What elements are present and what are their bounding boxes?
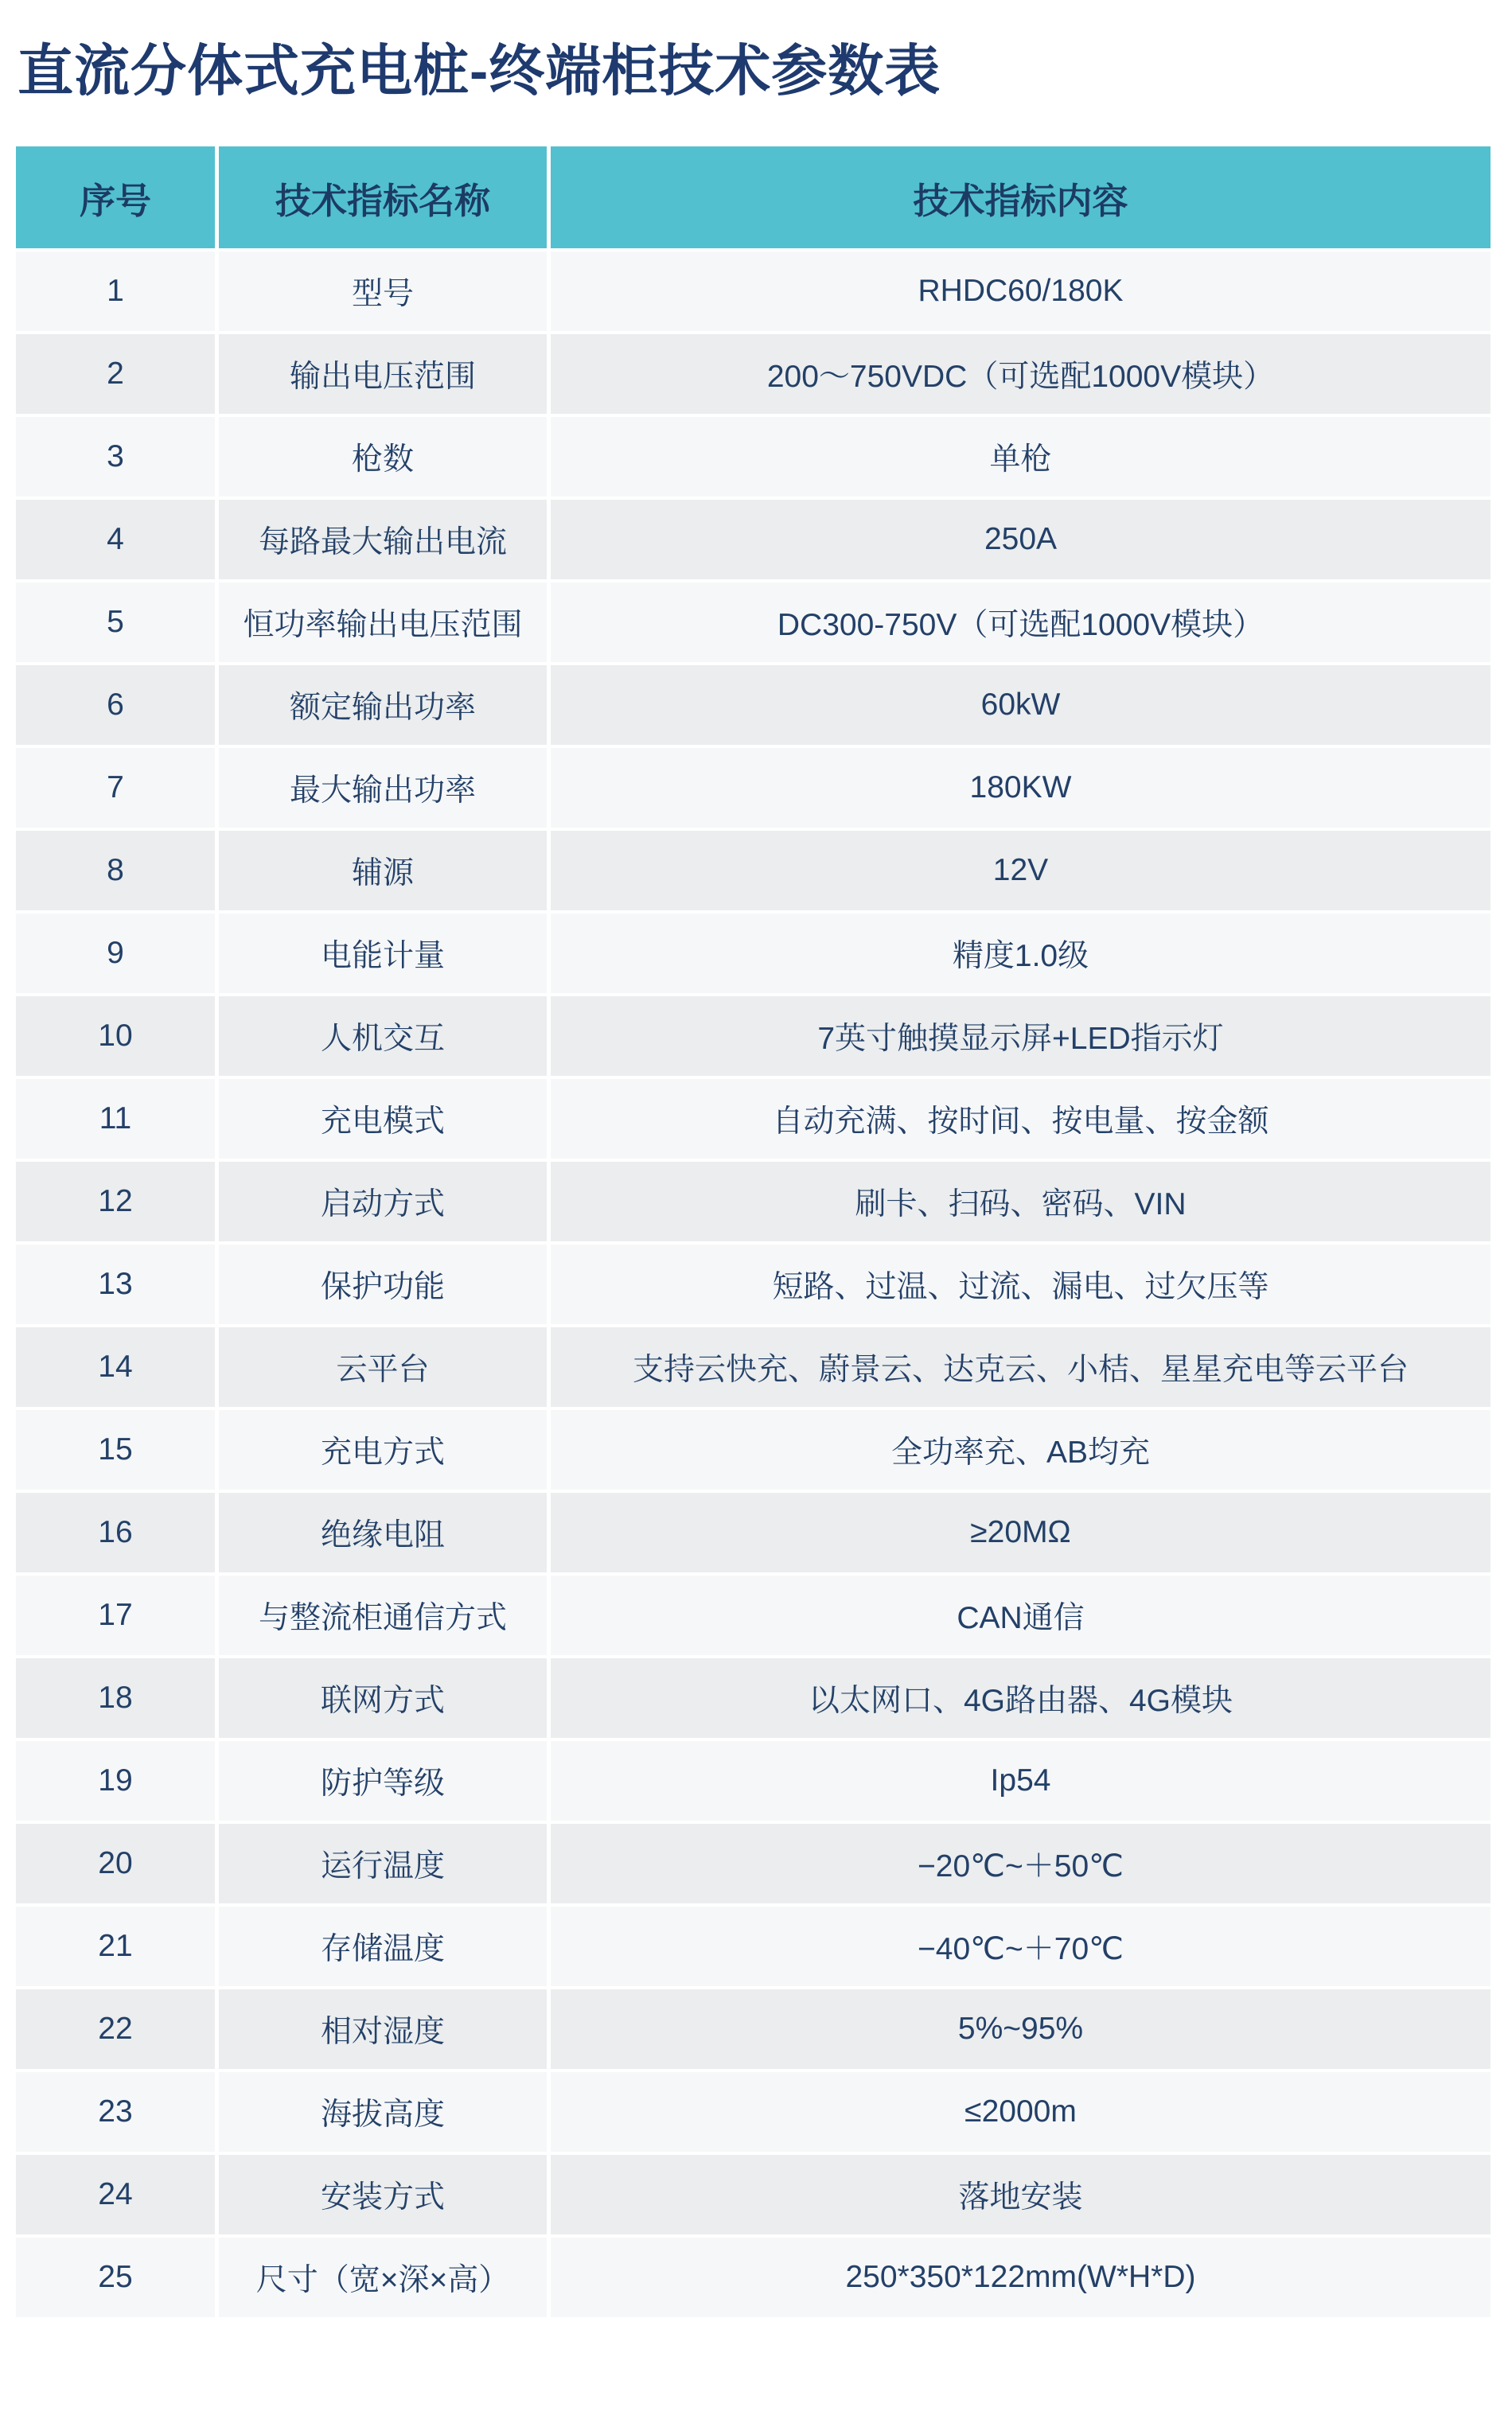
row-name-cell: 海拔高度 <box>219 2072 547 2152</box>
row-name-cell: 联网方式 <box>219 1658 547 1738</box>
row-index-cell: 5 <box>16 582 215 662</box>
row-index-cell: 1 <box>16 251 215 331</box>
row-value-cell: 支持云快充、蔚景云、达克云、小桔、星星充电等云平台 <box>551 1327 1491 1407</box>
row-index-cell: 9 <box>16 914 215 993</box>
row-name-cell: 每路最大输出电流 <box>219 500 547 579</box>
row-name-cell: 充电模式 <box>219 1079 547 1159</box>
row-value-cell: −40℃~＋70℃ <box>551 1907 1491 1986</box>
row-value-cell: 短路、过温、过流、漏电、过欠压等 <box>551 1245 1491 1324</box>
row-index-cell: 18 <box>16 1658 215 1738</box>
table-row <box>16 417 1491 497</box>
row-name-cell: 安装方式 <box>219 2155 547 2234</box>
row-index-cell: 4 <box>16 500 215 579</box>
table-row <box>16 665 1491 745</box>
row-name-cell: 尺寸（宽×深×高） <box>219 2238 547 2317</box>
table-row <box>16 1824 1491 1903</box>
row-index-cell: 16 <box>16 1493 215 1572</box>
header-row <box>16 146 1491 248</box>
column-header-content: 技术指标内容 <box>551 146 1491 248</box>
row-index-cell: 23 <box>16 2072 215 2152</box>
row-name-cell: 恒功率输出电压范围 <box>219 582 547 662</box>
row-value-cell: 60kW <box>551 665 1491 745</box>
spec-table-body <box>16 251 1491 2317</box>
row-value-cell: DC300-750V（可选配1000V模块） <box>551 582 1491 662</box>
row-name-cell: 运行温度 <box>219 1824 547 1903</box>
row-name-cell: 人机交互 <box>219 996 547 1076</box>
row-index-cell: 24 <box>16 2155 215 2234</box>
spec-table <box>12 143 1494 2320</box>
table-row <box>16 1576 1491 1655</box>
row-name-cell: 额定输出功率 <box>219 665 547 745</box>
row-index-cell: 7 <box>16 748 215 828</box>
row-name-cell: 型号 <box>219 251 547 331</box>
row-name-cell: 充电方式 <box>219 1410 547 1490</box>
column-header-index: 序号 <box>16 146 215 248</box>
table-row <box>16 334 1491 414</box>
row-value-cell: 200～750VDC（可选配1000V模块） <box>551 334 1491 414</box>
row-index-cell: 2 <box>16 334 215 414</box>
row-name-cell: 与整流柜通信方式 <box>219 1576 547 1655</box>
row-name-cell: 电能计量 <box>219 914 547 993</box>
row-index-cell: 8 <box>16 831 215 910</box>
table-row <box>16 1741 1491 1821</box>
row-value-cell: ≤2000m <box>551 2072 1491 2152</box>
row-value-cell: Ip54 <box>551 1741 1491 1821</box>
row-value-cell: 以太网口、4G路由器、4G模块 <box>551 1658 1491 1738</box>
table-row <box>16 996 1491 1076</box>
table-row <box>16 1079 1491 1159</box>
table-row <box>16 500 1491 579</box>
row-value-cell: 精度1.0级 <box>551 914 1491 993</box>
row-value-cell: ≥20MΩ <box>551 1493 1491 1572</box>
row-value-cell: −20℃~＋50℃ <box>551 1824 1491 1903</box>
row-value-cell: 自动充满、按时间、按电量、按金额 <box>551 1079 1491 1159</box>
row-value-cell: 12V <box>551 831 1491 910</box>
table-row <box>16 2072 1491 2152</box>
column-header-name: 技术指标名称 <box>219 146 547 248</box>
row-index-cell: 13 <box>16 1245 215 1324</box>
table-row <box>16 1327 1491 1407</box>
table-row <box>16 1162 1491 1241</box>
row-value-cell: CAN通信 <box>551 1576 1491 1655</box>
row-value-cell: 全功率充、AB均充 <box>551 1410 1491 1490</box>
row-name-cell: 输出电压范围 <box>219 334 547 414</box>
table-row <box>16 251 1491 331</box>
row-value-cell: 5%~95% <box>551 1989 1491 2069</box>
row-index-cell: 10 <box>16 996 215 1076</box>
row-value-cell: 180KW <box>551 748 1491 828</box>
row-value-cell: 250*350*122mm(W*H*D) <box>551 2238 1491 2317</box>
table-row <box>16 748 1491 828</box>
row-name-cell: 存储温度 <box>219 1907 547 1986</box>
row-index-cell: 6 <box>16 665 215 745</box>
table-row <box>16 2155 1491 2234</box>
row-index-cell: 25 <box>16 2238 215 2317</box>
row-index-cell: 20 <box>16 1824 215 1903</box>
table-row <box>16 2238 1491 2317</box>
page-title: 直流分体式充电桩-终端柜技术参数表 <box>18 40 941 102</box>
row-index-cell: 14 <box>16 1327 215 1407</box>
row-name-cell: 云平台 <box>219 1327 547 1407</box>
row-name-cell: 防护等级 <box>219 1741 547 1821</box>
row-index-cell: 12 <box>16 1162 215 1241</box>
row-index-cell: 11 <box>16 1079 215 1159</box>
spec-table-header <box>16 146 1491 248</box>
row-value-cell: 250A <box>551 500 1491 579</box>
table-row <box>16 914 1491 993</box>
row-value-cell: 单枪 <box>551 417 1491 497</box>
row-index-cell: 15 <box>16 1410 215 1490</box>
table-row <box>16 1245 1491 1324</box>
row-name-cell: 绝缘电阻 <box>219 1493 547 1572</box>
table-row <box>16 1493 1491 1572</box>
row-index-cell: 22 <box>16 1989 215 2069</box>
row-name-cell: 最大输出功率 <box>219 748 547 828</box>
row-name-cell: 辅源 <box>219 831 547 910</box>
table-row <box>16 1989 1491 2069</box>
row-value-cell: RHDC60/180K <box>551 251 1491 331</box>
row-value-cell: 7英寸触摸显示屏+LED指示灯 <box>551 996 1491 1076</box>
row-name-cell: 启动方式 <box>219 1162 547 1241</box>
table-row <box>16 582 1491 662</box>
table-row <box>16 831 1491 910</box>
row-index-cell: 3 <box>16 417 215 497</box>
row-index-cell: 21 <box>16 1907 215 1986</box>
row-index-cell: 19 <box>16 1741 215 1821</box>
row-index-cell: 17 <box>16 1576 215 1655</box>
row-name-cell: 枪数 <box>219 417 547 497</box>
row-name-cell: 保护功能 <box>219 1245 547 1324</box>
table-row <box>16 1658 1491 1738</box>
table-row <box>16 1410 1491 1490</box>
row-name-cell: 相对湿度 <box>219 1989 547 2069</box>
row-value-cell: 刷卡、扫码、密码、VIN <box>551 1162 1491 1241</box>
table-row <box>16 1907 1491 1986</box>
row-value-cell: 落地安装 <box>551 2155 1491 2234</box>
